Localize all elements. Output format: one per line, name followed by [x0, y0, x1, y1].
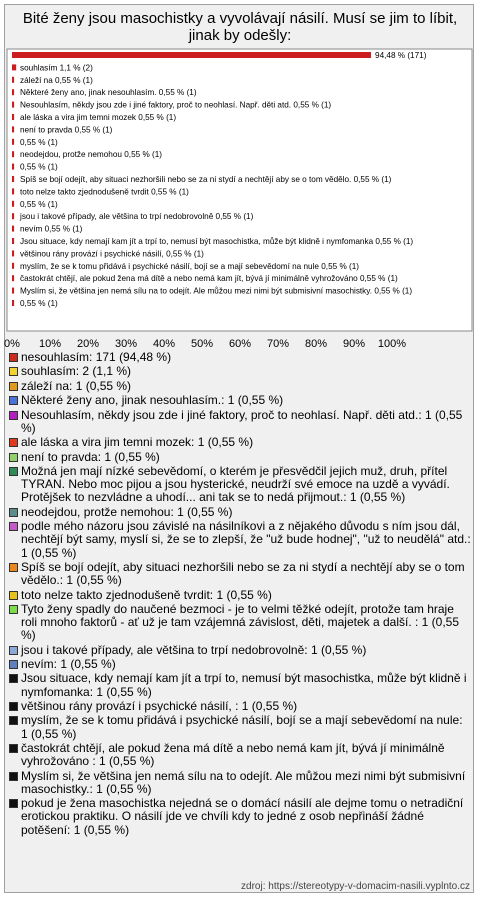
- legend-item: [9, 797, 471, 837]
- legend-item: [9, 672, 471, 698]
- legend-label: Některé ženy ano, jinak nesouhlasím.: 1 (0,55 %): [21, 393, 284, 408]
- data-label: Myslím si, že většina jen nemá sílu na to odejít. Ale můžou mezi nimi být submisivní masochistky. 0,55 % (1): [20, 286, 413, 296]
- bar: [12, 114, 14, 120]
- legend-item: [9, 394, 471, 407]
- legend-item: [9, 436, 471, 449]
- bar: [12, 52, 371, 58]
- legend-swatch: [9, 353, 18, 362]
- legend-item: [9, 770, 471, 796]
- bar: [12, 188, 14, 194]
- x-tick-label: 60%: [228, 338, 252, 350]
- bar: [12, 77, 14, 83]
- data-label: 0,55 % (1): [20, 199, 58, 209]
- data-label: Jsou situace, kdy nemají kam jít a trpí to, nemusí být masochistka, může být klidně i nymfomanka 0,55 % (1): [20, 237, 414, 246]
- bar: [12, 176, 14, 182]
- data-label: jsou i takové případy, ale většina to trpí nedobrovolně 0,55 % (1): [20, 212, 254, 222]
- legend-item: [9, 742, 471, 768]
- legend-item: [9, 451, 471, 464]
- source-note: zdroj: https://stereotypy-v-domacim-nasili.vyplnto.cz: [241, 881, 470, 892]
- x-tick-label: 20%: [76, 338, 100, 350]
- data-label: neodejdou, protže nemohou 0,55 % (1): [20, 150, 163, 160]
- legend-item: [9, 409, 471, 435]
- legend-item: [9, 520, 471, 560]
- x-tick-label: 10%: [38, 338, 62, 350]
- legend-swatch: [9, 467, 18, 476]
- legend-label: ale láska a vira jim temni mozek: 1 (0,55 %): [21, 435, 254, 450]
- legend-item: [9, 561, 471, 587]
- legend-swatch: [9, 716, 18, 725]
- legend-swatch: [9, 411, 18, 420]
- bar: [12, 201, 14, 207]
- legend-item: [9, 365, 471, 378]
- data-label: toto nelze takto zjednodušeně tvrdit 0,55 % (1): [20, 187, 189, 197]
- x-tick-label: 70%: [266, 338, 290, 350]
- legend-label: Myslím si, že většina jen nemá sílu na to odejít. Ale můžou mezi nimi být submisivní masochistky.: 1 (0,55 %): [21, 768, 466, 796]
- x-tick-label: 80%: [304, 338, 328, 350]
- legend-swatch: [9, 396, 18, 405]
- legend-label: pokud je žena masochistka nejedná se o domácí násilí ale dejme tomu o netradiční erotickou praktiku. O násilí jde ve chvíli kdy to jedné z osob nepřináší žádné potěšení: 1 (0,55 %): [21, 796, 464, 837]
- data-label: 0,55 % (1): [20, 162, 58, 172]
- legend-label: neodejdou, protže nemohou: 1 (0,55 %): [21, 504, 233, 519]
- legend-label: záleží na: 1 (0,55 %): [21, 378, 132, 393]
- legend-item: [9, 603, 471, 643]
- legend-label: podle mého názoru jsou závislé na násilníkovi a z nějakého důvodu s ním jsou dál, nechtějí být samy, myslí si, že se to zlepší, že "už bude hodnej", "už to neudělá" atd.: 1 (0,55 %): [21, 519, 471, 560]
- x-tick-label: 0%: [4, 338, 20, 350]
- legend-label: Možná jen mají nízké sebevědomí, o kterém je přesvědčil jejich muž, druh, přítel TYRAN. Nebo moc pijou a jsou hysterické, neudrží své emoce na uzdě a vyvádí. Protějšek to nezvládne a uhodí... ani tak se to nedá přijmout.: 1 (0,55 %): [21, 463, 450, 505]
- legend-label: nevím: 1 (0,55 %): [21, 657, 116, 672]
- bar: [12, 164, 14, 170]
- bar: [12, 151, 14, 157]
- legend-label: většinou rány provází i psychické násilí, : 1 (0,55 %): [21, 699, 298, 714]
- data-label: není to pravda 0,55 % (1): [20, 125, 113, 135]
- bar: [12, 102, 14, 108]
- bar: [12, 288, 14, 294]
- data-label: Spíš se bojí odejít, aby situaci nezhoršili nebo se za ni stydí a nechtějí aby se o tom vědělo. 0,55 % (1): [20, 175, 392, 184]
- legend-label: myslím, že se k tomu přidává i psychické násilí, bojí se a mají sebevědomí na nule: 1 (0,55 %): [21, 713, 463, 741]
- legend-label: Tyto ženy spadly do naučené bezmoci - je to velmi těžké odejít, protože tam hraje roli mnoho faktorů - ať už je tam vzájemná závislost, děti, majetek a další. : 1 (0,55 %): [21, 601, 460, 643]
- legend-item: [9, 644, 471, 657]
- x-tick-label: 90%: [342, 338, 366, 350]
- bar: [12, 226, 14, 232]
- legend-item: [9, 589, 471, 602]
- legend-swatch: [9, 367, 18, 376]
- plot-area: [0, 0, 480, 350]
- x-tick-label: 30%: [114, 338, 138, 350]
- data-label: 0,55 % (1): [20, 137, 58, 147]
- x-tick-label: 100%: [377, 338, 407, 350]
- legend-swatch: [9, 522, 18, 531]
- data-label: Nesouhlasím, někdy jsou zde i jiné faktory, proč to neohlasí. Např. děti atd. 0,55 % (1): [20, 100, 332, 110]
- legend-item: [9, 351, 471, 364]
- legend-label: souhlasím: 2 (1,1 %): [21, 364, 132, 379]
- legend-swatch: [9, 382, 18, 391]
- bar: [12, 213, 14, 219]
- data-label: většinou rány provází i psychické násilí, 0,55 % (1): [20, 249, 204, 259]
- chart-title: Bité ženy jsou masochistky a vyvolávají násilí. Musí se jim to líbit, jinak by odešly:: [22, 10, 458, 44]
- bar: [12, 126, 14, 132]
- legend-swatch: [9, 660, 18, 669]
- legend-item: [9, 714, 471, 740]
- data-label: Některé ženy ano, jinak nesouhlasím. 0,55 % (1): [20, 88, 197, 98]
- bar: [12, 275, 14, 281]
- legend-swatch: [9, 508, 18, 517]
- x-tick-label: 50%: [190, 338, 214, 350]
- bar: [12, 238, 14, 244]
- legend-item: [9, 700, 471, 713]
- legend-label: Jsou situace, kdy nemají kam jít a trpí to, nemusí být masochistka, může být klidně i nymfomanka: 1 (0,55 %): [21, 671, 467, 699]
- legend-swatch: [9, 646, 18, 655]
- legend-label: Spíš se bojí odejít, aby situaci nezhoršili nebo se za ni stydí a nechtějí aby se o tom vědělo.: 1 (0,55 %): [21, 559, 465, 588]
- legend-swatch: [9, 744, 18, 753]
- legend-swatch: [9, 591, 18, 600]
- legend-label: toto nelze takto zjednodušeně tvrdit: 1 (0,55 %): [21, 587, 272, 602]
- legend-swatch: [9, 438, 18, 447]
- legend-swatch: [9, 674, 18, 683]
- data-label: 94,48 % (171): [375, 51, 427, 60]
- bar: [12, 263, 14, 269]
- bar: [12, 64, 16, 70]
- data-label: myslím, že se k tomu přidává i psychické násilí, bojí se a mají sebevědomí na nule 0,55 % (1): [20, 261, 360, 271]
- data-label: nevím 0,55 % (1): [20, 224, 83, 234]
- data-label: souhlasím 1,1 % (2): [20, 63, 93, 73]
- legend-item: [9, 380, 471, 393]
- legend-swatch: [9, 702, 18, 711]
- legend-label: Nesouhlasím, někdy jsou zde i jiné faktory, proč to neohlasí. Např. děti atd.: 1 (0,55 %): [21, 407, 463, 435]
- legend-swatch: [9, 563, 18, 572]
- x-tick-label: 40%: [152, 338, 176, 350]
- legend-label: nesouhlasím: 171 (94,48 %): [21, 350, 172, 364]
- bar: [12, 89, 14, 95]
- legend-swatch: [9, 799, 18, 808]
- legend-label: jsou i takové případy, ale většina to trpí nedobrovolně: 1 (0,55 %): [21, 642, 367, 657]
- legend-label: není to pravda: 1 (0,55 %): [21, 449, 160, 464]
- legend-swatch: [9, 605, 18, 614]
- bar: [12, 300, 14, 306]
- data-label: ale láska a vira jim temni mozek 0,55 % (1): [20, 113, 177, 122]
- legend: [9, 351, 471, 838]
- legend-swatch: [9, 772, 18, 781]
- bar: [12, 250, 14, 256]
- data-label: záleží na 0,55 % (1): [20, 75, 93, 85]
- legend-item: [9, 506, 471, 519]
- legend-item: [9, 658, 471, 671]
- legend-swatch: [9, 453, 18, 462]
- bar: [12, 139, 14, 145]
- legend-item: [9, 465, 471, 505]
- data-label: 0,55 % (1): [20, 299, 58, 308]
- data-label: častokrát chtějí, ale pokud žena má dítě a nebo nemá kam jít, bývá jí minimálně vyhrožováno 0,55 % (1): [20, 274, 398, 284]
- legend-label: častokrát chtějí, ale pokud žena má dítě a nebo nemá kam jít, bývá jí minimálně vyhrožováno : 1 (0,55 %): [21, 741, 445, 769]
